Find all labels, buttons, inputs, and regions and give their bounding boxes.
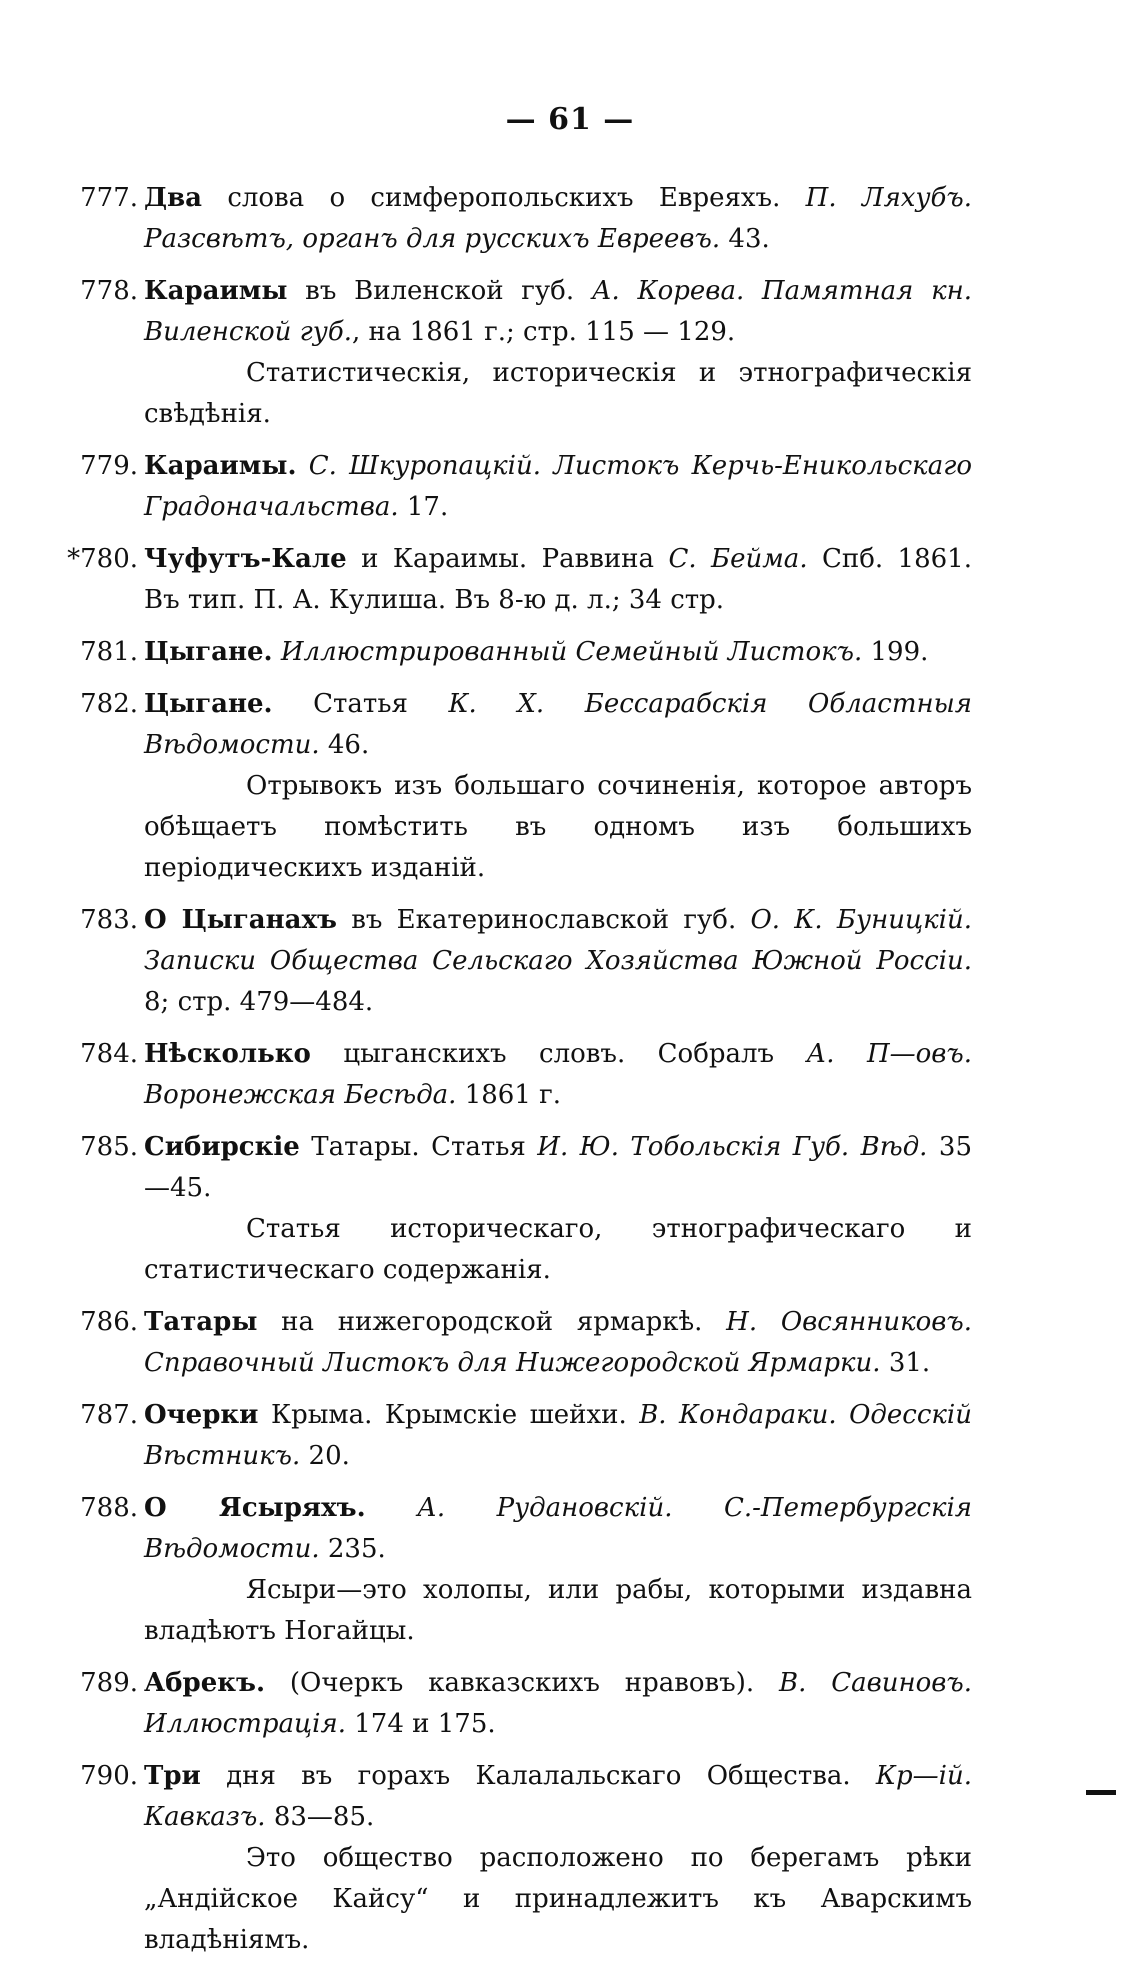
bibliography-entry — [60, 1127, 972, 1291]
margin-dash — [1086, 1790, 1116, 1795]
entry-source: Иллюстрированный Семейный Листокъ. — [280, 637, 863, 667]
entry-text — [144, 1663, 972, 1745]
entry-source: И. Ю. Тобольскія Губ. Вѣд. — [537, 1132, 928, 1162]
entry-description: Татары. Статья — [299, 1132, 538, 1162]
entry-note: Отрывокъ изъ большаго сочиненія, которое авторъ обѣщаетъ помѣстить въ одномъ изъ большихъ періодическихъ изданій. — [144, 771, 972, 883]
entry-keyword: Нѣсколько — [144, 1039, 311, 1069]
entry-reference: 1861 г. — [456, 1080, 562, 1110]
entry-keyword: Караимы. — [144, 451, 297, 481]
page-number: — 61 — — [505, 102, 635, 137]
bibliography-entry — [60, 1488, 972, 1652]
entry-source: С. Бейма. — [668, 544, 808, 574]
entry-reference: 31. — [880, 1348, 931, 1378]
entry-number: 781. — [80, 637, 138, 667]
entry-source: С. Шкуропацкій. Листокъ Керчь-Еникольскаго Градоначальства. — [144, 451, 973, 522]
bibliography-entry — [60, 684, 972, 889]
entry-number: 789. — [80, 1668, 138, 1698]
bibliography-entry — [60, 178, 972, 260]
entry-keyword: Татары — [144, 1307, 258, 1337]
entry-keyword: Цыгане. — [144, 637, 273, 667]
entry-number: 783. — [80, 905, 138, 935]
entry-reference: 199. — [862, 637, 929, 667]
bibliography-entry — [60, 1395, 972, 1477]
entry-reference: 235. — [319, 1534, 386, 1564]
entry-source: Кр—ій. Кавказъ. — [144, 1761, 972, 1832]
entry-source: А. Рудановскій. С.-Петербургскія Вѣдомости. — [144, 1493, 972, 1564]
entry-source: В. Кондараки. Одесскій Вѣстникъ. — [144, 1400, 972, 1471]
entry-keyword: Очерки — [144, 1400, 259, 1430]
entry-number: 777. — [80, 183, 138, 213]
entry-reference: 46. — [319, 730, 370, 760]
entry-text — [144, 1302, 972, 1384]
entry-reference: 174 и 175. — [345, 1709, 496, 1739]
entry-description: дня въ горахъ Калалальскаго Общества. — [200, 1761, 876, 1791]
bibliography-entry — [60, 1302, 972, 1384]
entry-keyword: О Ясыряхъ. — [144, 1493, 366, 1523]
entry-note: Статистическія, историческія и этнографическія свѣдѣнія. — [144, 358, 972, 429]
entry-keyword: Абрекъ. — [144, 1668, 266, 1698]
entry-text — [144, 178, 972, 260]
entry-number: 790. — [80, 1761, 138, 1791]
entry-description: Крыма. Крымскіе шейхи. — [258, 1400, 640, 1430]
entry-keyword: Караимы — [144, 276, 288, 306]
entry-reference: Спб. 1861. Въ тип. П. А. Кулиша. Въ 8-ю д. л.; 34 стр. — [144, 544, 972, 615]
entry-keyword: Цыгане. — [144, 689, 273, 719]
entry-text — [144, 271, 972, 353]
entry-reference: 17. — [398, 492, 449, 522]
entry-description — [297, 451, 309, 481]
entry-keyword: Два — [144, 183, 203, 213]
entry-note: Это общество расположено по берегамъ рѣки „Андійское Кайсу“ и принадлежитъ къ Аварскимъ владѣніямъ. — [144, 1843, 972, 1955]
entry-description: Статья — [272, 689, 449, 719]
entry-number: 784. — [80, 1039, 138, 1069]
entry-source: В. Савиновъ. Иллюстрація. — [144, 1668, 972, 1739]
entry-description: слова о симферопольскихъ Евреяхъ. — [202, 183, 806, 213]
bibliography-entry — [60, 1663, 972, 1745]
entry-text — [144, 900, 972, 1023]
bibliography-entry — [60, 1034, 972, 1116]
entry-text — [144, 1756, 972, 1838]
bibliography-entry — [60, 900, 972, 1023]
entry-description — [366, 1493, 418, 1523]
entry-number: *780. — [67, 544, 138, 574]
entry-keyword: Три — [144, 1761, 201, 1791]
entry-description: въ Екатеринославской губ. — [336, 905, 751, 935]
entry-number: 785. — [80, 1132, 138, 1162]
entry-description: (Очеркъ кавказскихъ нравовъ). — [265, 1668, 779, 1698]
entry-text — [144, 1127, 972, 1209]
entry-source: К. Х. Бессарабскія Областныя Вѣдомости. — [144, 689, 972, 760]
entry-reference: , на 1861 г.; стр. 115 — 129. — [352, 317, 736, 347]
entry-text — [144, 1034, 972, 1116]
entry-reference: 83—85. — [265, 1802, 375, 1832]
entry-text — [144, 1395, 972, 1477]
entry-source: А. П—овъ. Воронежская Бесѣда. — [144, 1039, 972, 1110]
entry-description: и Караимы. Раввина — [346, 544, 669, 574]
entry-description — [273, 637, 281, 667]
bibliography-entry — [60, 271, 972, 435]
entry-description: въ Виленской губ. — [287, 276, 592, 306]
entry-text — [144, 684, 972, 766]
entry-number: 786. — [80, 1307, 138, 1337]
entry-note: Статья историческаго, этнографическаго и статистическаго содержанія. — [144, 1214, 972, 1285]
entry-reference: 20. — [300, 1441, 350, 1471]
entry-note: Ясыри—это холопы, или рабы, которыми издавна владѣютъ Ногайцы. — [144, 1575, 972, 1646]
bibliography-entry — [60, 632, 972, 673]
entry-reference: 35—45. — [144, 1132, 972, 1203]
entry-source: О. К. Буницкій. Записки Общества Сельскаго Хозяйства Южной Россіи. — [144, 905, 972, 976]
entry-description: цыганскихъ словъ. Собралъ — [310, 1039, 807, 1069]
bibliography-entry — [60, 539, 972, 621]
entry-source: А. Корева. Памятная кн. Виленской губ. — [144, 276, 972, 347]
entry-text — [144, 539, 972, 621]
entry-number: 782. — [80, 689, 138, 719]
entry-source: Н. Овсянниковъ. Справочный Листокъ для Нижегородской Ярмарки. — [144, 1307, 972, 1378]
entry-number: 778. — [80, 276, 138, 306]
entry-text — [144, 446, 972, 528]
entry-list — [60, 178, 972, 1972]
entry-keyword: Сибирскіе — [144, 1132, 300, 1162]
entry-reference: 43. — [720, 224, 770, 254]
entry-keyword: О Цыганахъ — [144, 905, 337, 935]
bibliography-entry — [60, 446, 972, 528]
entry-source: П. Ляхубъ. Разсвѣтъ, органъ для русскихъ Евреевъ. — [144, 183, 972, 254]
entry-keyword: Чуфутъ-Кале — [144, 544, 347, 574]
entry-number: 788. — [80, 1493, 138, 1523]
entry-reference: 8; стр. 479—484. — [144, 987, 374, 1017]
bibliography-entry — [60, 1756, 972, 1961]
entry-text — [144, 1488, 972, 1570]
entry-description: на нижегородской ярмаркѣ. — [257, 1307, 727, 1337]
entry-number: 779. — [80, 451, 138, 481]
entry-number: 787. — [80, 1400, 138, 1430]
entry-text — [144, 632, 972, 673]
